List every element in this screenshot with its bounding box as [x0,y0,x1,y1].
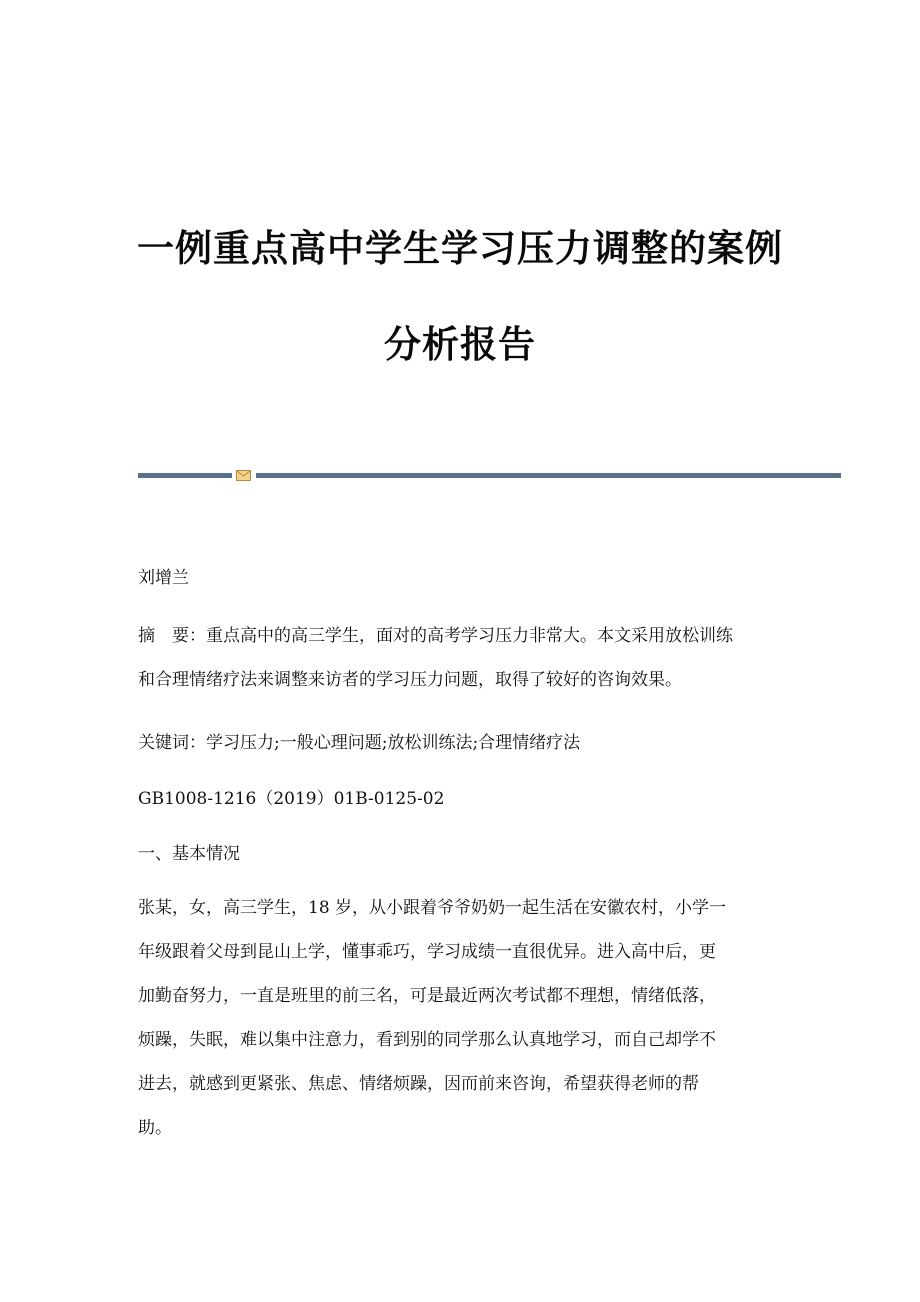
abstract-line: 摘 要：重点高中的高三学生，面对的高考学习压力非常大。本文采用放松训练 [138,626,733,646]
title-divider [138,470,841,480]
body-line: 烦躁，失眠，难以集中注意力，看到别的同学那么认真地学习，而自己却学不 [138,1030,716,1050]
section-body-paragraph [138,898,778,1162]
abstract-paragraph [138,626,778,714]
keywords-line: 关键词：学习压力;一般心理问题;放松训练法;合理情绪疗法 [138,733,581,753]
divider-bar-left [138,473,232,478]
body-line: 进去，就感到更紧张、焦虑、情绪烦躁，因而前来咨询，希望获得老师的帮 [138,1074,699,1094]
section-heading-basic-info: 一、基本情况 [138,844,240,864]
document-title-line-1: 一例重点高中学生学习压力调整的案例 [137,227,783,270]
author-name: 刘增兰 [138,568,189,588]
classification-code: GB1008-1216（2019）01B-0125-02 [138,789,445,809]
body-line: 助。 [138,1118,172,1138]
envelope-icon [236,470,251,481]
abstract-line: 和合理情绪疗法来调整来访者的学习压力问题，取得了较好的咨询效果。 [138,670,682,690]
document-title-line-2: 分析报告 [384,323,536,366]
divider-bar-right [256,473,841,478]
body-line: 张某，女，高三学生，18 岁，从小跟着爷爷奶奶一起生活在安徽农村，小学一 [138,898,727,918]
body-line: 年级跟着父母到昆山上学，懂事乖巧，学习成绩一直很优异。进入高中后，更 [138,942,716,962]
body-line: 加勤奋努力，一直是班里的前三名，可是最近两次考试都不理想，情绪低落， [138,986,716,1006]
